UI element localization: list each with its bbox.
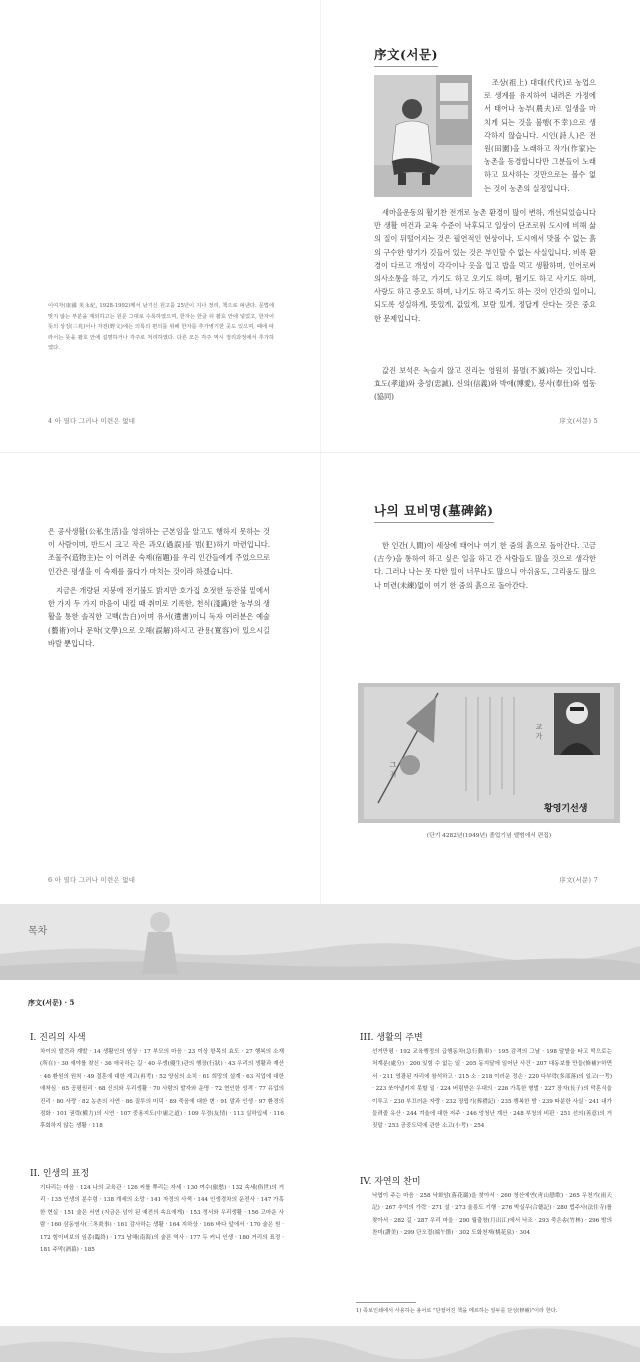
- contents-bottom-band: [0, 1326, 640, 1362]
- preface-continued-paragraph-1: 은 공사생활(公私生活)을 영위하는 근본임을 알고도 행하지 못하는 것이 사람이며, 반드시 크고 작은 과오(過誤)를 범(犯)하기 마련입니다. 조물주(造物主)는 이 어려운 숙제(宿題)를 우리 인간들에게 주었으므로 인간은 평생을 이 숙제를 풀다가 마치는 것이라 하겠습니다.: [48, 527, 270, 576]
- section-list-2[interactable]: 기다리는 마음 · 124 나의 교육관 · 126 씨를 뿌리는 자세 · 130 여수(旅愁) · 132 속세(俗世)의 거리 · 135 인생의 분수령 · 138 개세의 소망 · 141 자정의 사색 · 144 인생경차의 운전사 · 147 가혹한 현실 · 151 술은 서연 (지금은 넘이 된 예전의 속요에게) · 153 정서와 우리생활 · 156 고마운 사람 · 160 삼동염사(三冬炎事) · 161 감사하는 생활 · 164 지하상 · 166 바다 앞에서 · 170 술은 원 · 172 힘이비보의 임종(臨終) · 173 남해(南海)의 술픈 역사 · 177 두 커니 인생 · 180 거리의 표정 · 181 주막(酒幕) · 185: [40, 1185, 284, 1254]
- author-portrait-photo: [374, 75, 472, 197]
- section-heading-1[interactable]: I. 진리의 사색: [30, 1033, 86, 1043]
- preface-paragraph-2: 새마을운동의 활기찬 전개로 농촌 환경이 많이 변하, 개선되었습니다만 생활 여건과 교육 수준이 낙후되고 일상이 단조로워 도시에 비해 삶의 질이 뒤떨어지는 것은 필연적인 현상이나, 도시에서 맛볼 수 없는 흙의 구수한 향기가 깃들어 있는 것은 부인할 수 없는 사실입니다. 비록 환경이 다르고 개성이 각각이나 옷을 입고 밥을 먹고 생활하며, 인어로써 의사소통을 하고, 가기도 하고 오기도 하며, 뛸기도 하고 사기도 하며, 사랑도 하고 증오도 하며, 나기도 하고 죽기도 하는 것이 인간의 일이니, 되도록 성실하게, 뜻있게, 값있게, 보람 있게, 정답게 산다는 것은 중요한 문제입니다.: [374, 208, 596, 323]
- photo-vertical-label-mid: 교 가: [535, 723, 543, 740]
- preface-paragraph-1: 조상(祖上) 대대(代代)로 농업으로 생계를 유지하여 내려온 가정에서 태어나 농부(農夫)로 일생을 마치게 되는 것을 불행(不幸)으로 생각하지 않습니다. 시인(詩人)은 전원(田園)을 노래하고 작가(作家)는 농촌을 동경합니다만 그분들이 노래하고 묘사하는 것만으로는 볼수 없는 것이 농촌의 실정입니다.: [484, 78, 596, 193]
- bottom-band-texture: [0, 1326, 640, 1362]
- right-folio: 序文(서문) 5: [559, 417, 598, 425]
- page-gutter: [320, 0, 321, 452]
- contents-page: [0, 904, 640, 1362]
- section-list-3[interactable]: 선거만평 · 192 교육행정의 급행동차(急行動車) · 195 감격의 그날 · 198 달밭을 타고 떡으로는 처계분(處分) · 200 잊힘 수 없는 일 · 205 동지달에 일어난 사건 · 207 대동보를 만들(修補)¹하면서 · 211 영광된 자리에 참석하고 · 215 소 · 218 이러운 정손 · 220 다부락(多部落)의 일고(一考) · 223 쏘아낼키지 못할 일 · 224 버림받은 우대의 · 226 가혹한 형벌 · 227 장자(長子)의 막혼식을 이루고 · 230 부끄러운 자랑 · 232 장립기(葬禮記) · 235 행복한 밤 · 239 따분한 사실 · 241 내가 들려줄 유산 · 244 겨울에 대한 저주 · 246 엉청난 계산 · 248 부청의 비판 · 251 선의(善意)의 거짓말 · 253 공중도덕에 관한 소고(小考) · 254: [372, 1049, 612, 1130]
- photo-vertical-label-left: 그 기: [389, 761, 397, 778]
- preface-title: 序文(서문): [374, 45, 438, 67]
- contents-banner: [0, 904, 640, 980]
- footnote: 1) 족보인쇄에서 사용하는 용어로 "단절어진 책을 메르하는 일두를 단성(修補)"이라 한다.: [356, 1308, 558, 1314]
- footnote-rule: [356, 1302, 416, 1303]
- banner-farm-illustration: [0, 904, 640, 980]
- section-list-4[interactable]: 낙엽이 주는 마음 · 258 낙화암(落花巖)을 찾아서 · 260 청산에연(靑山戀歌) · 265 우천기(雨天記) · 267 추억의 가락 · 271 설 · 273 울릉도 기행 · 276 박실무(合德記) · 280 법주사(法住寺)를 찾아서 · 282 길 · 287 우리 마을 · 290 월출창(月出江)에서 낙조 · 293 죽은송(竹林) · 296 밤의 찬미(讚美) · 299 단오절(端午節) · 302 도화천재(桃花泉) · 304: [372, 1193, 612, 1237]
- left-folio: 6 아 열다 그러나 미련은 없대: [48, 876, 136, 884]
- preface-continued-paragraph-2: 지금은 개량된 지붕에 전기불도 밝지만 호가집 호젓한 등잔불 밑에서 한 가지 두 가지 마음이 내킬 때 취미로 기록한, 천식(淺識)한 농부의 생활을 통한 솔직한 고백(告白)이며 유서(遺書)이니 독자 여러분은 예술(藝術)이나 문학(文學)으로 오해(誤解)하시고 관용(寬容)이 있으시길 바랄 뿐입니다.: [48, 586, 270, 648]
- contents-preface-entry[interactable]: 序文(서문) · 5: [28, 998, 75, 1007]
- editor-note: 이여자(康國 英永紀, 1928-1992)께서 남기신 원고를 25년이 지나 정리, 책으로 펴낸다. 문법에 맞지 않는 부분을 제외하고는 원문 그대로 수록하였으며, 한자는 한글 뒤 괄호 안에 넣었고, 한자어 뜻의 상징(三兆)이나 자전(野文)에는 의록의 편의를 위해 한자를 추가병기한 곳도 있으며, 때에 따라서는 뜻을 괄호 안에 설명하거나 각주로 처리하였다. 다른 모든 각주 역시 정리과정에서 추가하였다.: [48, 303, 274, 352]
- preface-paragraph-3: 값진 보석은 녹슬지 않고 진리는 영원히 불멸(不滅)하는 것입니다. 효도(孝道)와 충성(忠誠), 신의(信義)와 박애(博愛), 봉사(奉仕)와 협동(協同): [374, 366, 596, 402]
- graduation-album-photo: [358, 683, 620, 823]
- section-heading-4[interactable]: IV. 자연의 찬미: [360, 1177, 421, 1187]
- book-spread-preface: [0, 0, 640, 452]
- left-folio: 4 아 열다 그러나 미련은 없대: [48, 417, 136, 425]
- contents-title: 목차: [28, 926, 48, 937]
- epitaph-paragraph: 한 인간(人間)이 세상에 태어나 여기 한 줌의 흙으로 돌아간다. 고금(古今)을 통하여 하고 싶은 일을 하고 간 사람들도 많을 것으로 생각한다. 그러나 나는 못 다한 일이 너무나도 많으니 아쉬움도, 그리움도 많으나 미련(未練)없이 여기 한 줌의 흙으로 돌아간다.: [374, 541, 596, 590]
- section-list-1[interactable]: 차이의 발견과 계발 · 14 생활인의 염상 · 17 부모의 마음 · 23 이상 항목의 효도 · 27 행복의 소재(所在) · 30 새야를 찾신 · 36 애국하는 길 · 40 우생(優生)관의 행장(行狀) · 43 우리의 생활과 재산 · 46 환원의 원칙 · 49 결혼에 대한 재고(再考) · 52 양심의 소치 · 61 희망의 설계 · 63 직업에 대한 애착심 · 65 공평원리 · 68 신의와 우리생활 · 70 사람의 발자와 운명 · 72 현인한 성격 · 77 유업의 진리 · 80 사랑 · 82 농촌의 사연 · 86 질투의 미덕 · 89 죽음에 대한 변 · 91 말과 인생 · 97 환경의 점화 · 101 권력(權力)의 시연 · 107 중용지도(中庸之道) · 109 우정(友情) · 113 실하입세 · 116 후회하지 않는 생활 · 118: [40, 1049, 284, 1130]
- right-folio: 序文(서문) 7: [559, 876, 598, 884]
- photo-name-label: 황영기선생: [544, 804, 588, 814]
- page-gutter: [320, 453, 321, 904]
- portrait-illustration: [374, 75, 472, 197]
- epitaph-title: 나의 묘비명(墓碑銘): [374, 501, 494, 523]
- section-heading-3[interactable]: III. 생활의 주변: [360, 1033, 423, 1043]
- photo-caption: (단기 4282년(1949년) 졸업기념 앨범에서 편집): [426, 833, 552, 839]
- section-heading-2[interactable]: II. 인생의 표정: [30, 1169, 90, 1179]
